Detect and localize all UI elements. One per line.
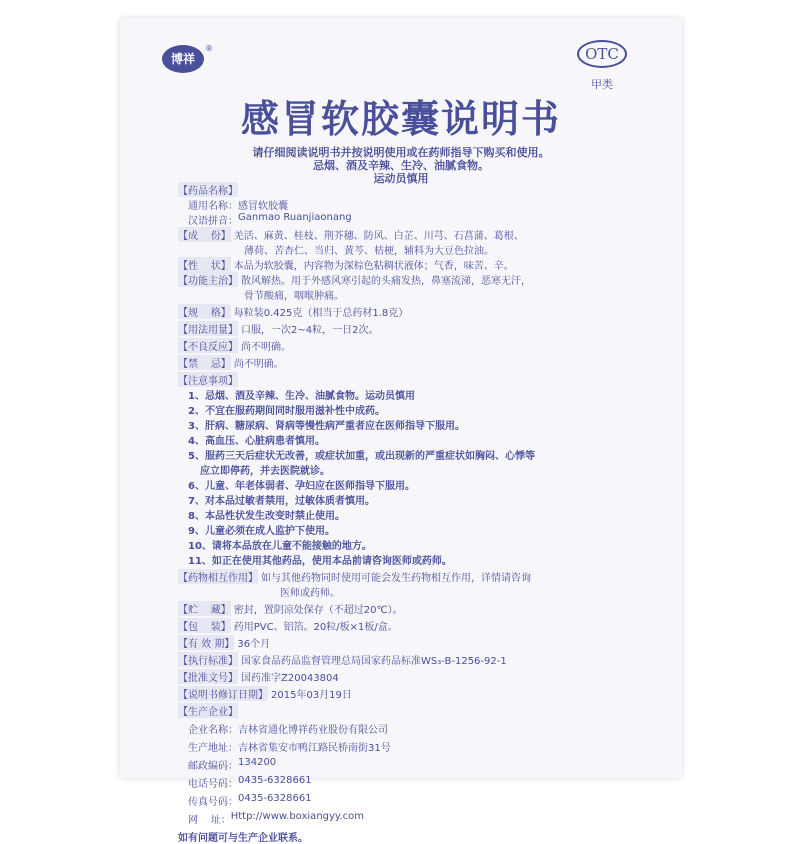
precaution-item: 7、对本品过敏者禁用，过敏体质者慎用。	[188, 496, 375, 507]
precaution-item: 5、服药三天后症状无改善，或症状加重，或出现新的严重症状如胸闷、心悸等	[188, 451, 535, 462]
dosage-label: 【用法用量】	[178, 321, 238, 336]
precaution-item-continued: 应立即停药，并去医院就诊。	[200, 466, 330, 477]
postcode-value: 134200	[238, 757, 277, 768]
precautions-list	[178, 387, 648, 567]
company-name-label: 企业名称：	[188, 725, 238, 736]
interactions-line-1: 如与其他药物同时使用可能会发生药物相互作用，详情请咨询	[261, 573, 531, 584]
package-value: 药用PVC、铝箔。20粒/板×1板/盒。	[233, 622, 398, 633]
precaution-item: 6、儿童、年老体弱者、孕妇应在医师指导下服用。	[188, 481, 415, 492]
revision-label: 【说明书修订日期】	[178, 686, 268, 701]
package-label: 【包 装】	[178, 618, 231, 633]
precaution-item: 4、高血压、心脏病患者慎用。	[188, 436, 325, 447]
dosage-value: 口服，一次2~4粒，一日2次。	[241, 325, 379, 336]
precaution-item: 3、肝病、糖尿病、肾病等慢性病严重者应在医师指导下服用。	[188, 421, 465, 432]
notice-line-2: 忌烟、酒及辛辣、生冷、油腻食物。	[313, 159, 489, 172]
fax-value: 0435-6328661	[238, 793, 312, 804]
indications-label: 【功能主治】	[178, 272, 238, 287]
pinyin-value: Ganmao Ruanjiaonang	[238, 212, 352, 223]
otc-class-label: 甲类	[591, 78, 613, 91]
page-title: 感冒软胶囊说明书	[240, 97, 561, 141]
website-value: Http://www.boxiangyy.com	[230, 811, 364, 822]
standard-value: 国家食品药品监督管理总局国家药品标准WS₃-B-1256-92-1	[241, 656, 507, 667]
precaution-item: 1、忌烟、酒及辛辣、生冷、油腻食物。运动员慎用	[188, 391, 415, 402]
leaflet-content	[178, 182, 648, 844]
precaution-item: 2、不宜在服药期间同时服用滋补性中成药。	[188, 406, 385, 417]
validity-label: 【有 效 期】	[178, 635, 234, 650]
properties-value: 本品为软胶囊，内容物为深棕色粘稠状液体；气香，味苦、辛。	[233, 261, 514, 272]
otc-badge: OTC	[577, 40, 627, 68]
validity-value: 36个月	[237, 639, 271, 650]
storage-label: 【贮 藏】	[178, 601, 231, 616]
registered-mark: ®	[205, 44, 213, 53]
standard-label: 【执行标准】	[178, 652, 238, 667]
brand-logo: 博祥	[162, 45, 204, 73]
postcode-label: 邮政编码：	[188, 761, 238, 772]
contraindications-label: 【禁 忌】	[178, 355, 231, 370]
generic-name-label: 通用名称：	[188, 201, 238, 212]
contact-footer: 如有问题可与生产企业联系。	[178, 833, 308, 844]
phone-label: 电话号码：	[188, 779, 238, 790]
notice-line-1: 请仔细阅读说明书并按说明使用或在药师指导下购买和使用。	[252, 146, 550, 159]
adverse-label: 【不良反应】	[178, 338, 238, 353]
approval-value: 国药准字Z20043804	[241, 673, 339, 684]
pinyin-label: 汉语拼音：	[188, 216, 238, 227]
specification-value: 每粒装0.425克（相当于总药材1.8克）	[233, 308, 409, 319]
phone-value: 0435-6328661	[238, 775, 312, 786]
section-precautions: 【注意事项】	[178, 372, 238, 387]
precaution-item: 8、本品性状发生改变时禁止使用。	[188, 511, 345, 522]
address-label: 生产地址：	[188, 743, 238, 754]
fax-label: 传真号码：	[188, 797, 238, 808]
notice-line-3: 运动员慎用	[373, 172, 429, 185]
specification-label: 【规 格】	[178, 304, 231, 319]
precaution-item: 9、儿童必须在成人监护下使用。	[188, 526, 335, 537]
interactions-label: 【药物相互作用】	[178, 569, 258, 584]
adverse-value: 尚不明确。	[241, 342, 291, 353]
storage-value: 密封，置阴凉处保存（不超过20℃）。	[233, 605, 403, 616]
precaution-item: 11、如正在使用其他药品，使用本品前请咨询医师或药师。	[188, 556, 452, 567]
address-value: 吉林省集安市鸭江路民桥南街31号	[238, 743, 391, 754]
composition-line-1: 羌活、麻黄、桂枝、荆芥穗、防风、白芷、川芎、石菖蒲、葛根、	[233, 231, 524, 242]
composition-line-2: 薄荷、苦杏仁、当归、黄芩、桔梗，辅料为大豆色拉油。	[244, 246, 494, 257]
section-manufacturer: 【生产企业】	[178, 703, 238, 718]
website-label: 网 址：	[188, 815, 231, 826]
interactions-line-2: 医师或药师。	[280, 588, 340, 599]
approval-label: 【批准文号】	[178, 669, 238, 684]
properties-label: 【性 状】	[178, 257, 231, 272]
composition-label: 【成 份】	[178, 227, 231, 242]
precaution-item: 10、请将本品放在儿童不能接触的地方。	[188, 541, 372, 552]
generic-name-value: 感冒软胶囊	[238, 201, 288, 212]
contraindications-value: 尚不明确。	[233, 359, 284, 370]
company-name-value: 吉林省通化博祥药业股份有限公司	[238, 725, 388, 736]
revision-value: 2015年03月19日	[271, 690, 352, 701]
indications-line-2: 骨节酸痛，咽喉肿痛。	[244, 291, 344, 302]
indications-line-1: 散风解热。用于外感风寒引起的头痛发热，鼻塞流涕，恶寒无汗，	[241, 276, 531, 287]
section-drug-name: 【药品名称】	[178, 182, 238, 197]
